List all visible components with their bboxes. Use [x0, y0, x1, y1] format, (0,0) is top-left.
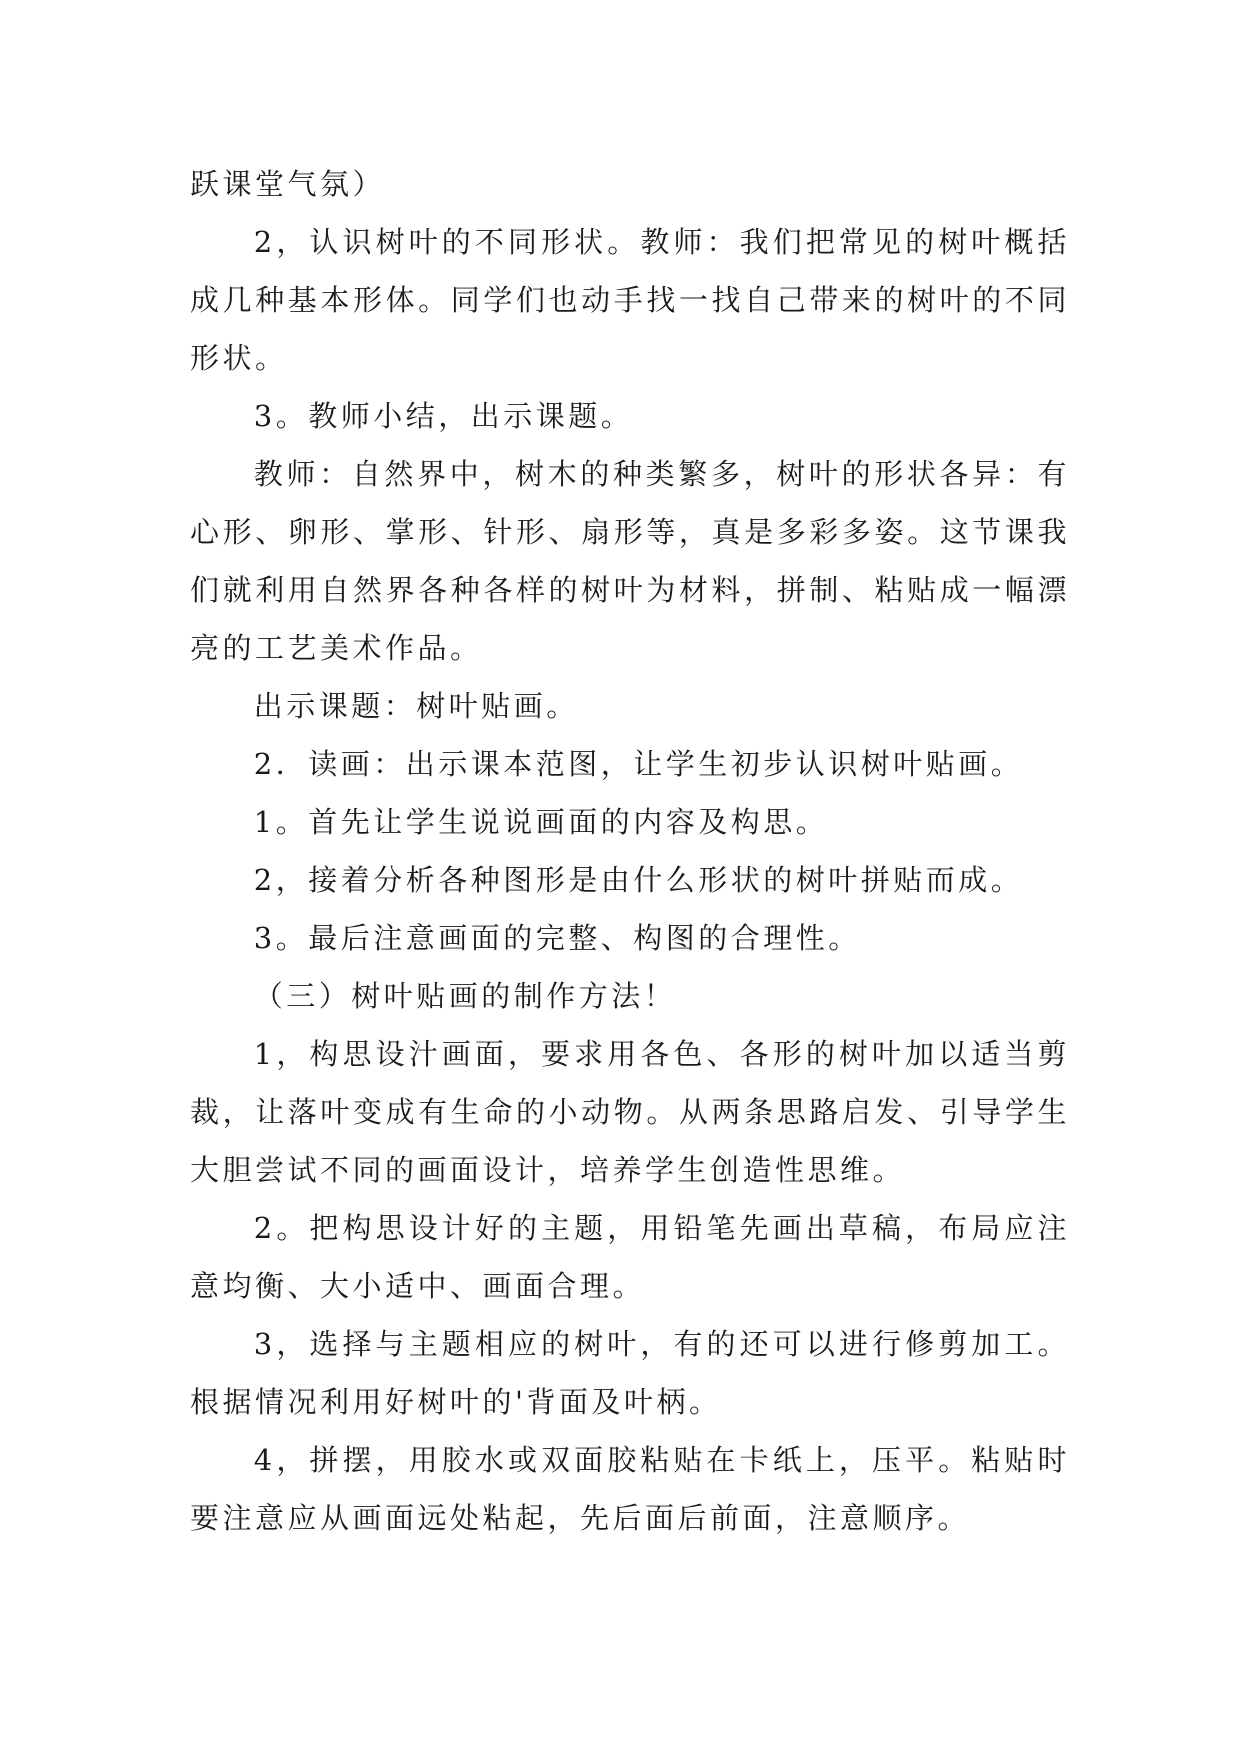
paragraph: 3。教师小结，出示课题。 — [253, 399, 634, 433]
section-heading: （三）树叶贴画的制作方法！ — [253, 979, 677, 1013]
paragraph-continuation: 跃课堂气氛） — [190, 167, 386, 201]
paragraph: 4，拼摆，用胶水或双面胶粘贴在卡纸上，压平。粘贴时要注意应从画面远处粘起，先后面后前面，注意顺序。 — [190, 1443, 1070, 1535]
paragraph: 3。最后注意画面的完整、构图的合理性。 — [253, 921, 861, 955]
paragraph: 2．读画：出示课本范图，让学生初步认识树叶贴画。 — [253, 747, 1024, 781]
paragraph: 2，接着分析各种图形是由什么形状的树叶拼贴而成。 — [253, 863, 1024, 897]
paragraph: 2。把构思设计好的主题，用铅笔先画出草稿，布局应注意均衡、大小适中、画面合理。 — [190, 1211, 1070, 1303]
paragraph: 3，选择与主题相应的树叶，有的还可以进行修剪加工。根据情况利用好树叶的'背面及叶柄。 — [190, 1327, 1070, 1419]
paragraph: 出示课题：树叶贴画。 — [253, 689, 579, 723]
paragraph: 2，认识树叶的不同形状。教师：我们把常见的树叶概括成几种基本形体。同学们也动手找一找自己带来的树叶的不同形状。 — [190, 225, 1070, 375]
body-text — [190, 155, 1070, 1547]
paragraph: 1，构思设汁画面，要求用各色、各形的树叶加以适当剪裁，让落叶变成有生命的小动物。从两条思路启发、引导学生大胆尝试不同的画面设计，培养学生创造性思维。 — [190, 1037, 1070, 1187]
paragraph: 1。首先让学生说说画面的内容及构思。 — [253, 805, 829, 839]
paragraph: 教师：自然界中，树木的种类繁多，树叶的形状各异：有心形、卵形、掌形、针形、扇形等，真是多彩多姿。这节课我们就利用自然界各种各样的树叶为材料，拼制、粘贴成一幅漂亮的工艺美术作品。 — [190, 457, 1070, 665]
